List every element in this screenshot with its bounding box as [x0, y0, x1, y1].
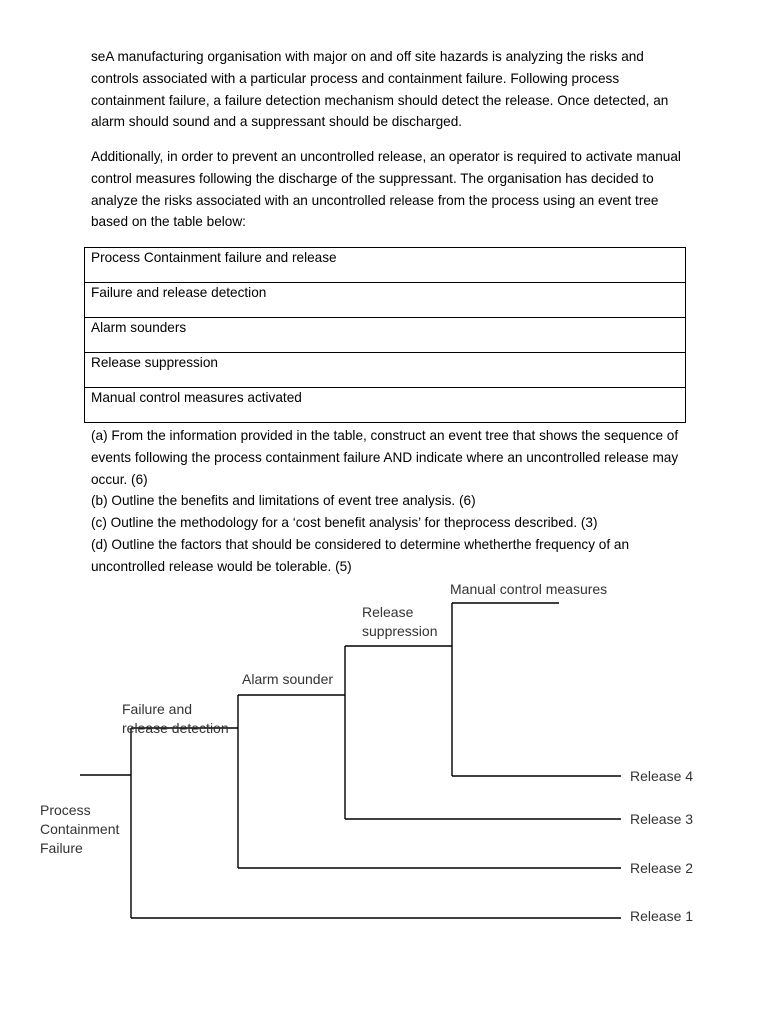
table-cell: Process Containment failure and release	[85, 248, 686, 283]
suppression-label-2: suppression	[362, 623, 438, 639]
table-cell: Alarm sounders	[85, 318, 686, 353]
intro-paragraph-2: Additionally, in order to prevent an uncontrolled release, an operator is required to activate manual control measures following the discharge of the suppressant. The organisation has decided to analyze the risks associated with an uncontrolled release from the process using an event tree based on the table below:	[91, 149, 681, 230]
question-b: (b) Outline the benefits and limitations of event tree analysis. (6)	[91, 493, 476, 509]
initiating-event-label-3: Failure	[40, 840, 83, 856]
events-table	[84, 247, 686, 423]
suppression-label-1: Release	[362, 604, 414, 620]
table-row	[85, 318, 686, 353]
release-3-label: Release 3	[630, 811, 694, 827]
table-row	[85, 283, 686, 318]
alarm-label: Alarm sounder	[242, 671, 334, 687]
table-row	[85, 248, 686, 283]
question-a: (a) From the information provided in the table, construct an event tree that shows the sequence of events following the process containment failure AND indicate where an uncontrolled release may occur. (6)	[91, 428, 679, 487]
question-c: (c) Outline the methodology for a ‘cost benefit analysis’ for theprocess described. (3)	[91, 515, 598, 531]
table-cell: Release suppression	[85, 353, 686, 388]
questions-list	[91, 425, 691, 578]
event-tree-diagram	[0, 570, 768, 950]
detection-label-1: Failure and	[122, 701, 193, 717]
table-row	[85, 388, 686, 423]
release-4-label: Release 4	[630, 768, 694, 784]
initiating-event-label-2: Containment	[40, 821, 120, 837]
release-1-label: Release 1	[630, 908, 694, 924]
table-row	[85, 353, 686, 388]
table-cell: Manual control measures activated	[85, 388, 686, 423]
detection-label-2: release detection	[122, 720, 229, 736]
manual-label: Manual control measures	[450, 581, 608, 597]
table-cell: Failure and release detection	[85, 283, 686, 318]
initiating-event-label-1: Process	[40, 802, 91, 818]
intro-paragraph-1: seA manufacturing organisation with major on and off site hazards is analyzing the risks and controls associated with a particular process and containment failure. Following process containment failure, a failure detection mechanism should detect the release. Once detected, an alarm should sound and a suppressant should be discharged.	[91, 49, 669, 130]
release-2-label: Release 2	[630, 860, 694, 876]
question-d: (d) Outline the factors that should be considered to determine whetherthe frequency of an uncontrolled release would be tolerable. (5)	[91, 536, 630, 574]
